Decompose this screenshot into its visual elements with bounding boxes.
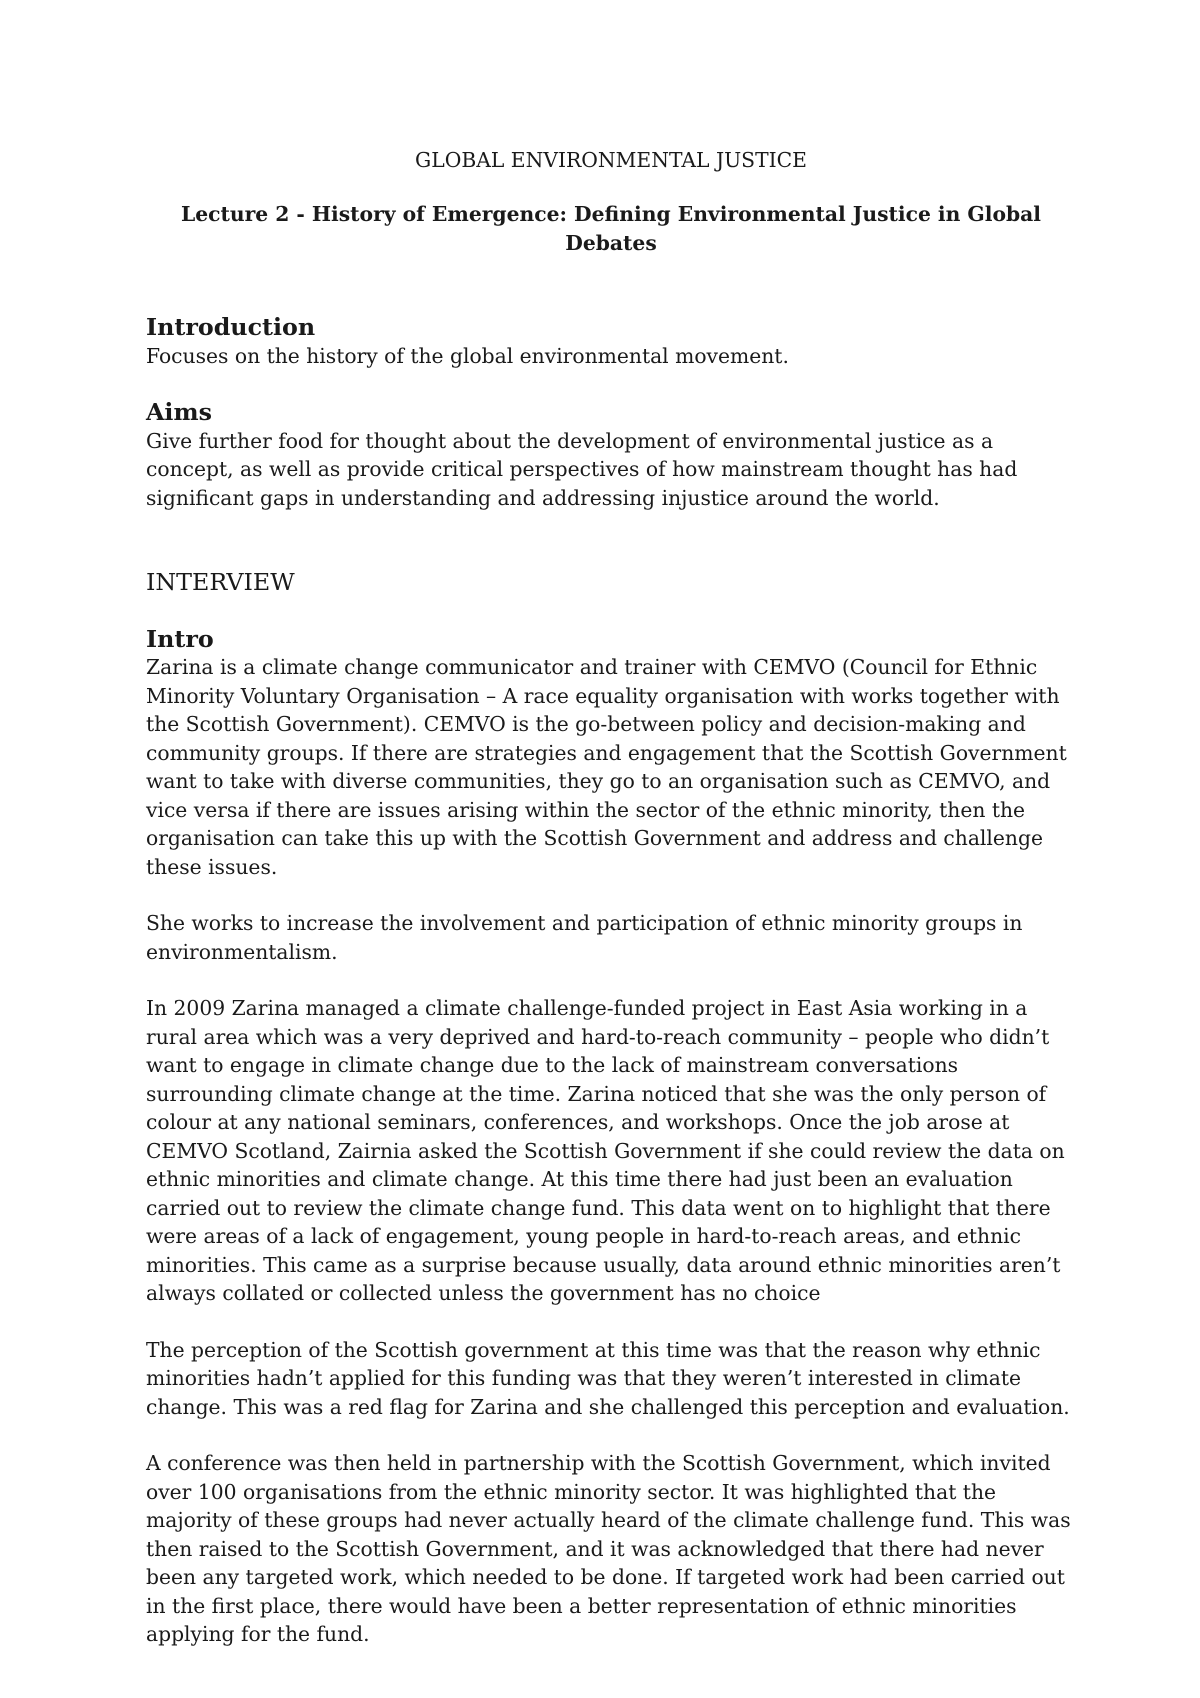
document-page [146, 146, 1076, 1649]
lecture-subtitle: Lecture 2 - History of Emergence: Defining Environmental Justice in Global Debates [180, 202, 1042, 255]
introduction-heading: Introduction [146, 313, 316, 341]
aims-heading: Aims [146, 398, 212, 426]
interview-paragraph: The perception of the Scottish government at this time was that the reason why ethnic minorities hadn’t applied for this funding was that they weren’t interested in climate change. This was a red flag for Zarina and she challenged this perception and evaluation. [146, 1337, 1070, 1419]
introduction-text: Focuses on the history of the global environmental movement. [146, 343, 789, 368]
aims-text: Give further food for thought about the development of environmental justice as a concept, as well as provide critical perspectives of how mainstream thought has had significant gaps in understanding and addressing injustice around the world. [146, 428, 1018, 510]
document-title: GLOBAL ENVIRONMENTAL JUSTICE [415, 148, 807, 172]
intro-heading: Intro [146, 624, 214, 653]
interview-paragraph: In 2009 Zarina managed a climate challenge-funded project in East Asia working in a rural area which was a very deprived and hard-to-reach community – people who didn’t want to engage in climate change due to the lack of mainstream conversations surrounding climate change at the time. Zarina noticed that she was the only person of colour at any national seminars, conferences, and workshops. Once the job arose at CEMVO Scotland, Zairnia asked the Scottish Government if she could review the data on ethnic minorities and climate change. At this time there had just been an evaluation carried out to review the climate change fund. This data went on to highlight that there were areas of a lack of engagement, young people in hard-to-reach areas, and ethnic minorities. This came as a surprise because usually, data around ethnic minorities aren’t always collated or collected unless the government has no choice [146, 996, 1065, 1305]
interview-paragraph: Zarina is a climate change communicator and trainer with CEMVO (Council for Ethnic Minority Voluntary Organisation – A race equality organisation with works together with the Scottish Government). CEMVO is the go-between policy and decision-making and community groups. If there are strategies and engagement that the Scottish Government want to take with diverse communities, they go to an organisation such as CEMVO, and vice versa if there are issues arising within the sector of the ethnic minority, then the organisation can take this up with the Scottish Government and address and challenge these issues. [146, 655, 1067, 879]
interview-paragraph: A conference was then held in partnership with the Scottish Government, which invited over 100 organisations from the ethnic minority sector. It was highlighted that the majority of these groups had never actually heard of the climate challenge fund. This was then raised to the Scottish Government, and it was acknowledged that there had never been any targeted work, which needed to be done. If targeted work had been carried out in the first place, there would have been a better representation of ethnic minorities applying for the fund. [146, 1451, 1071, 1646]
interview-paragraph: She works to increase the involvement and participation of ethnic minority groups in environmentalism. [146, 911, 1023, 964]
interview-heading: INTERVIEW [146, 568, 295, 596]
